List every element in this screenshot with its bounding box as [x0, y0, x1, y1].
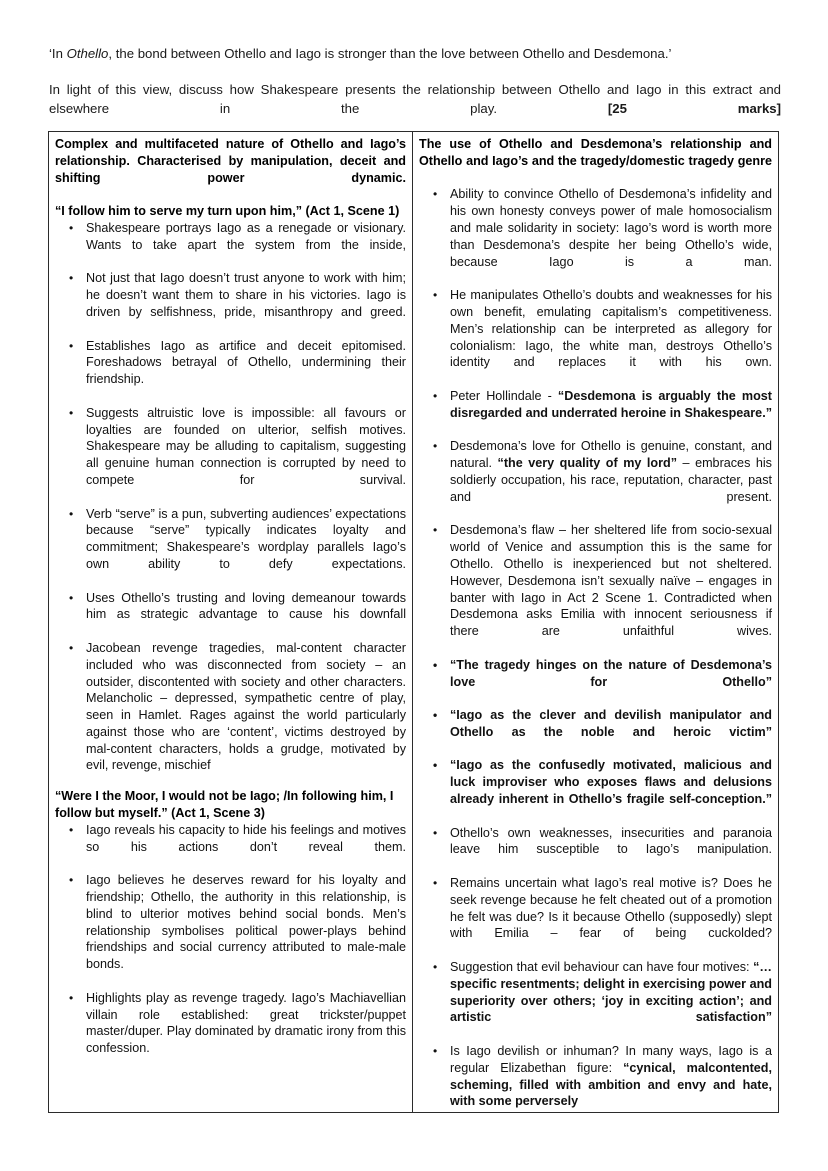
- prompt-quotation: [49, 44, 781, 63]
- list-item-text: “The tragedy hinges on the nature of Desdemona’s love for Othello”: [450, 657, 772, 689]
- prompt-quote-after: , the bond between Othello and Iago is stronger than the love between Othello and Desdemona.’: [108, 46, 672, 61]
- list-item-text: Desdemona’s flaw – her sheltered life from socio-sexual world of Venice and assumption this is the same for Othello. Othello is inexperienced but not sheltered. However, Desdemona isn’t sexually naïve – engages in banter with Iago in Act 2 Scene 1. Contradicted when Desdemona asks Emilia with innocent seriousness if there are unfaithful wives.: [450, 523, 772, 639]
- list-item-text: Is Iago devilish or inhuman? In many ways, Iago is a regular Elizabethan figure: “cynical, malcontented, scheming, filled with ambition and envy and hate, with some perversely: [450, 1044, 772, 1109]
- list-item-text: Suggests altruistic love is impossible: all favours or loyalties are founded on ulterior, selfish motives. Shakespeare may be alluding to capitalism, suggesting all genuine human connection is corrupted by need to compete for survival.: [86, 405, 406, 487]
- left-column-quote-heading-1: “I follow him to serve my turn upon him,” (Act 1, Scene 1): [55, 204, 400, 219]
- left-column-quote-heading-2: “Were I the Moor, I would not be Iago; /In following him, I follow but myself.” (Act 1, Scene 3): [55, 789, 394, 821]
- list-item: [55, 270, 406, 337]
- essay-prompt: [49, 44, 781, 137]
- list-item-text: Othello’s own weaknesses, insecurities and paranoia leave him susceptible to Iago’s manipulation.: [450, 825, 772, 857]
- right-column-bullet-list: [419, 186, 772, 1110]
- list-item-text: Iago reveals his capacity to hide his feelings and motives so his actions don’t reveal them.: [86, 822, 406, 854]
- list-item: [419, 1043, 772, 1110]
- list-item-text: Ability to convince Othello of Desdemona’s infidelity and his own honesty conveys power of male homosocialism and male solidarity in society: Iago’s word is worth more than Desdemona’s despite her being Othello’s wide, because Iago is a man.: [450, 187, 772, 269]
- list-item-text: Suggestion that evil behaviour can have four motives: “…specific resentments; delight in exercising power and superiority over others; ‘joy in exciting action’; and artistic satisfaction”: [450, 960, 772, 1025]
- list-item: [419, 825, 772, 875]
- list-item-text: Jacobean revenge tragedies, mal-content character included who was disconnected from society – an outsider, discontented with society and other characters. Melancholic – depressed, sympathetic centre of play, seen in Hamlet. Rages against the world particularly against those who are ‘content’, victims destroyed by mal-content characters, holds a grudge, motivated by evil, revenge, mischief: [86, 640, 406, 773]
- prompt-instruction-text: In light of this view, discuss how Shakespeare presents the relationship between Othello and Iago in this extract and elsewhere in the play.: [49, 82, 781, 116]
- list-item: [55, 990, 406, 1057]
- list-item-text: Remains uncertain what Iago’s real motive is? Does he seek revenge because he felt cheated out of a promotion he felt was due? Is it because Othello (supposedly) slept with Emilia – fear of being cuckolded?: [450, 876, 772, 941]
- table-column-right: [413, 132, 778, 1112]
- list-item: [419, 757, 772, 824]
- list-item: [419, 388, 772, 438]
- list-item-text: Peter Hollindale - “Desdemona is arguably the most disregarded and underrated heroine in Shakespeare.”: [450, 388, 772, 420]
- list-item: [55, 405, 406, 506]
- list-item-text: Not just that Iago doesn’t trust anyone to work with him; he doesn’t want them to share in his victories. Iago is driven by selfishness, pride, misanthropy and greed.: [86, 271, 406, 319]
- list-item-text: Desdemona’s love for Othello is genuine, constant, and natural. “the very quality of my lord” – embraces his soldierly occupation, his race, reputation, character, past and present.: [450, 439, 772, 504]
- left-column-bullet-list-2: [55, 822, 406, 1057]
- list-item: [419, 657, 772, 707]
- left-column-bullet-list-1: [55, 220, 406, 774]
- paragraph-spacer: [55, 774, 406, 788]
- list-item: [419, 287, 772, 388]
- right-column-heading: The use of Othello and Desdemona’s relationship and Othello and Iago’s and the tragedy/domestic tragedy genre: [419, 137, 772, 168]
- list-item: [419, 875, 772, 959]
- list-item: [419, 438, 772, 522]
- marks-label: [25 marks]: [607, 101, 782, 116]
- list-item: [55, 590, 406, 640]
- list-item: [55, 506, 406, 590]
- list-item: [419, 522, 772, 656]
- list-item: [55, 338, 406, 405]
- list-item-text: Highlights play as revenge tragedy. Iago’s Machiavellian villain role established: great trickster/puppet master/duper. Play dominated by dramatic irony from this confession.: [86, 990, 406, 1056]
- prompt-instruction: [49, 80, 781, 137]
- left-column-heading: Complex and multifaceted nature of Othello and Iago’s relationship. Characterised by manipulation, deceit and shifting power dynamic.: [55, 137, 406, 185]
- list-item: [419, 186, 772, 287]
- list-item: [55, 640, 406, 774]
- prompt-quote-italic-title: Othello: [66, 46, 109, 61]
- list-item-text: “Iago as the confusedly motivated, malicious and luck improviser who exposes flaws and delusions already inherent in Othello’s fragile self-conception.”: [450, 758, 772, 807]
- prompt-quote-before: ‘In: [49, 46, 67, 61]
- list-item-text: Iago believes he deserves reward for his loyalty and friendship; Othello, the authority in this relationship, is blind to ulterior motives behind social bonds. Men’s relationship symbolises political power-plays behind friendships and social currency attributed to male-male bonds.: [86, 873, 406, 972]
- list-item: [55, 872, 406, 990]
- list-item: [55, 220, 406, 270]
- list-item-text: Verb “serve” is a pun, subverting audiences’ expectations because “serve” typically indicates loyalty and commitment; Shakespeare’s wordplay parallels Iago’s own ability to defy expectations.: [86, 506, 406, 571]
- list-item-text: “Iago as the clever and devilish manipulator and Othello as the noble and heroic victim”: [450, 708, 772, 739]
- table-column-left: [49, 132, 413, 1112]
- list-item-text: Shakespeare portrays Iago as a renegade or visionary. Wants to take apart the system from the inside,: [86, 220, 406, 252]
- list-item: [55, 822, 406, 872]
- revision-notes-table: [48, 131, 779, 1113]
- list-item: [419, 707, 772, 757]
- list-item: [419, 959, 772, 1043]
- list-item-text: Establishes Iago as artifice and deceit epitomised. Foreshadows betrayal of Othello, undermining their friendship.: [86, 338, 406, 387]
- list-item-text: He manipulates Othello’s doubts and weaknesses for his own benefit, emulating capitalism’s competitiveness. Men’s relationship can be interpreted as allegory for colonialism: Iago, the white man, destroys Othello’s identity and replaces it with his own.: [450, 288, 772, 370]
- list-item-text: Uses Othello’s trusting and loving demeanour towards him as strategic advantage to cause his downfall: [86, 590, 406, 622]
